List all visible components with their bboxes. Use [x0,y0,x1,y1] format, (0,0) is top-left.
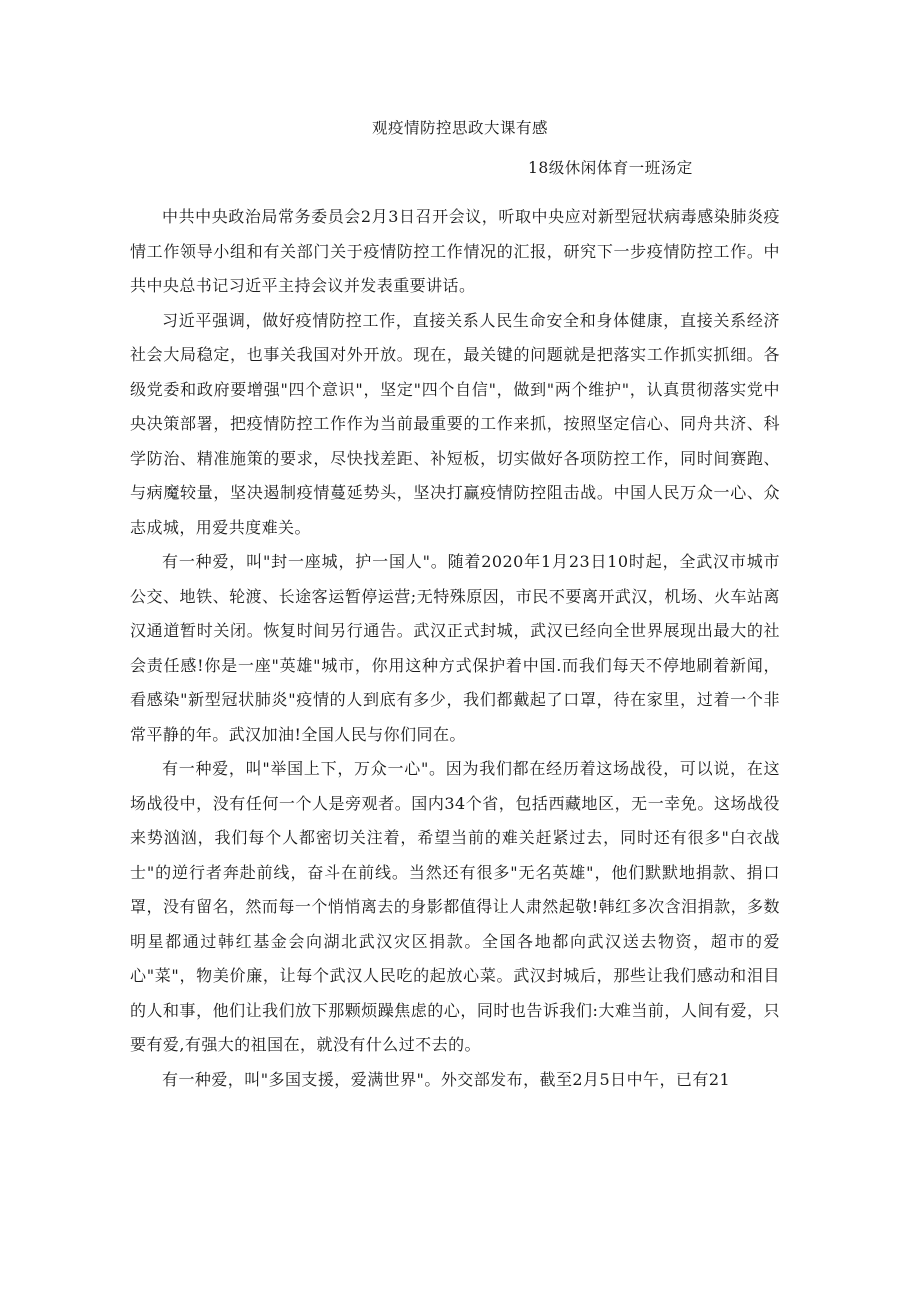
author-line: 18级休闲体育一班汤定 [528,159,693,177]
paragraph-meeting: 中共中央政治局常务委员会2月3日召开会议，听取中央应对新型冠状病毒感染肺炎疫情工作领导小组和有关部门关于疫情防控工作情况的汇报，研究下一步疫情防控工作。中共中央总书记习近平主持会议并发表重要讲话。 [130,207,780,295]
paragraph-nation-united: 有一种爱，叫"举国上下，万众一心"。因为我们都在经历着这场战役，可以说，在这场战役中，没有任何一个人是旁观者。国内34个省，包括西藏地区，无一幸免。这场战役来势汹汹，我们每个人都密切关注着，希望当前的难关赶紧过去，同时还有很多"白衣战士"的逆行者奔赴前线，奋斗在前线。当然还有很多"无名英雄"，他们默默地捐款、捐口罩，没有留名，然而每一个悄悄离去的身影都值得让人肃然起敬!韩红多次含泪捐款，多数明星都通过韩红基金会向湖北武汉灾区捐款。全国各地都向武汉送去物资，超市的爱心"菜"，物美价廉，让每个武汉人民吃的起放心菜。武汉封城后，那些让我们感动和泪目的人和事，他们让我们放下那颗烦躁焦虑的心，同时也告诉我们:大难当前，人间有爱，只要有爱,有强大的祖国在，就没有什么过不去的。 [130,759,780,1054]
paragraph-wuhan-lockdown: 有一种爱，叫"封一座城，护一国人"。随着2020年1月23日10时起，全武汉市城市公交、地铁、轮渡、长途客运暂停运营;无特殊原因，市民不要离开武汉，机场、火车站离汉通道暂时关闭。恢复时间另行通告。武汉正式封城，武汉已经向全世界展现出最大的社会责任感!你是一座"英雄"城市，你用这种方式保护着中国.而我们每天不停地刷着新闻，看感染"新型冠状肺炎"疫情的人到底有多少，我们都戴起了口罩，待在家里，过着一个非常平静的年。武汉加油!全国人民与你们同在。 [130,552,780,744]
document-title: 观疫情防控思政大课有感 [371,119,548,137]
paragraph-international-aid: 有一种爱，叫"多国支援，爱满世界"。外交部发布，截至2月5日中午，已有21 [162,1069,731,1089]
paragraph-xi-emphasis: 习近平强调，做好疫情防控工作，直接关系人民生命安全和身体健康，直接关系经济社会大局稳定，也事关我国对外开放。现在，最关键的问题就是把落实工作抓实抓细。各级党委和政府要增强"四个意识"，坚定"四个自信"，做到"两个维护"，认真贯彻落实党中央决策部署，把疫情防控工作作为当前最重要的工作来抓，按照坚定信心、同舟共济、科学防治、精准施策的要求，尽快找差距、补短板，切实做好各项防控工作，同时间赛跑、与病魔较量，坚决遏制疫情蔓延势头，坚决打赢疫情防控阻击战。中国人民万众一心、众志成城，用爱共度难关。 [130,310,780,537]
document-body [130,200,780,1097]
